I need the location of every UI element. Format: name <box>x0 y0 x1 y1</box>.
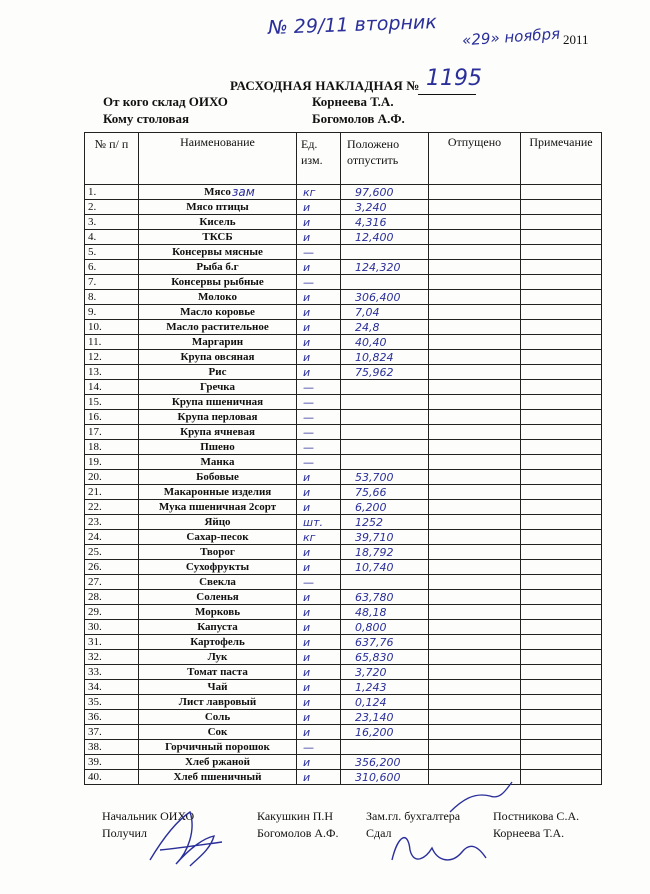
item-name: Чай <box>139 680 297 695</box>
row-number: 35. <box>85 695 139 710</box>
item-name: Творог <box>139 545 297 560</box>
item-name: Лист лавровый <box>139 695 297 710</box>
item-quantity: 637,76 <box>341 635 429 650</box>
row-number: 14. <box>85 380 139 395</box>
row-number: 16. <box>85 410 139 425</box>
column-header-unit: Ед. изм. <box>297 133 341 185</box>
item-name: Макаронные изделия <box>139 485 297 500</box>
item-name: Мясо птицы <box>139 200 297 215</box>
signature-deputy <box>450 782 512 812</box>
column-header-quantity: Положено отпустить <box>341 133 429 185</box>
received-label: Получил <box>102 826 147 840</box>
row-number: 32. <box>85 650 139 665</box>
item-quantity: 124,320 <box>341 260 429 275</box>
item-name: Крупа овсяная <box>139 350 297 365</box>
item-name: Сухофрукты <box>139 560 297 575</box>
item-quantity: 1252 <box>341 515 429 530</box>
item-unit: и <box>297 350 341 365</box>
item-unit: — <box>297 395 341 410</box>
item-quantity: 16,200 <box>341 725 429 740</box>
item-name: Горчичный порошок <box>139 740 297 755</box>
item-unit: и <box>297 215 341 230</box>
item-quantity: 18,792 <box>341 545 429 560</box>
item-quantity: 356,200 <box>341 755 429 770</box>
deputy-accountant-label: Зам.гл. бухгалтера <box>366 809 461 823</box>
row-number: 2. <box>85 200 139 215</box>
item-quantity: 23,140 <box>341 710 429 725</box>
row-number: 39. <box>85 755 139 770</box>
row-number: 33. <box>85 665 139 680</box>
item-quantity: 65,830 <box>341 650 429 665</box>
item-name: Мясо <box>139 185 297 200</box>
handwritten-date: № 29/11 вторник <box>267 11 438 39</box>
item-unit: — <box>297 275 341 290</box>
item-unit: — <box>297 440 341 455</box>
row-number: 9. <box>85 305 139 320</box>
item-name: Крупа перловая <box>139 410 297 425</box>
row-number: 21. <box>85 485 139 500</box>
row-number: 10. <box>85 320 139 335</box>
item-name: Бобовые <box>139 470 297 485</box>
item-name: Рис <box>139 365 297 380</box>
item-unit: — <box>297 740 341 755</box>
item-quantity: 1,243 <box>341 680 429 695</box>
item-unit: и <box>297 665 341 680</box>
item-quantity: 53,700 <box>341 470 429 485</box>
item-unit: — <box>297 245 341 260</box>
row-number: 5. <box>85 245 139 260</box>
item-name: Крупа ячневая <box>139 425 297 440</box>
signature-chief <box>150 812 222 866</box>
item-unit: и <box>297 470 341 485</box>
to-label: Кому столовая <box>103 111 189 126</box>
row-number: 17. <box>85 425 139 440</box>
item-unit: шт. <box>297 515 341 530</box>
deputy-accountant-name: Постникова С.А. <box>493 809 580 823</box>
row-number: 38. <box>85 740 139 755</box>
item-unit: кг <box>297 185 341 200</box>
row-number: 31. <box>85 635 139 650</box>
row-number: 40. <box>85 770 139 785</box>
item-unit: и <box>297 695 341 710</box>
row-number: 1. <box>85 185 139 200</box>
item-unit: и <box>297 290 341 305</box>
item-unit: и <box>297 230 341 245</box>
item-name: Томат паста <box>139 665 297 680</box>
item-name: Пшено <box>139 440 297 455</box>
item-name: Соль <box>139 710 297 725</box>
row-number: 25. <box>85 545 139 560</box>
row-number: 7. <box>85 275 139 290</box>
item-unit: и <box>297 635 341 650</box>
item-quantity: 4,316 <box>341 215 429 230</box>
item-quantity: 10,740 <box>341 560 429 575</box>
invoice-number: 1195 <box>426 66 482 91</box>
item-unit: и <box>297 200 341 215</box>
from-person: Корнеева Т.А. <box>312 94 394 109</box>
item-unit: — <box>297 455 341 470</box>
row-number: 18. <box>85 440 139 455</box>
item-name: Соленья <box>139 590 297 605</box>
item-unit: — <box>297 575 341 590</box>
item-name: Морковь <box>139 605 297 620</box>
item-quantity: 10,824 <box>341 350 429 365</box>
item-quantity: 6,200 <box>341 500 429 515</box>
row-number: 19. <box>85 455 139 470</box>
item-unit: кг <box>297 530 341 545</box>
item-unit: и <box>297 650 341 665</box>
row-number: 37. <box>85 725 139 740</box>
item-unit: и <box>297 485 341 500</box>
item-quantity: 7,04 <box>341 305 429 320</box>
item-name: Сахар-песок <box>139 530 297 545</box>
row-number: 8. <box>85 290 139 305</box>
row-number: 6. <box>85 260 139 275</box>
item-name: Масло растительное <box>139 320 297 335</box>
item-name: Лук <box>139 650 297 665</box>
item-unit: — <box>297 410 341 425</box>
item-quantity: 310,600 <box>341 770 429 785</box>
item-quantity: 75,962 <box>341 365 429 380</box>
item-quantity: 0,800 <box>341 620 429 635</box>
row-number: 13. <box>85 365 139 380</box>
item-unit: и <box>297 305 341 320</box>
chief-name: Какушкин П.Н <box>257 809 334 823</box>
item-quantity: 12,400 <box>341 230 429 245</box>
item-name: Картофель <box>139 635 297 650</box>
item-name: Рыба б.г <box>139 260 297 275</box>
item-name: Консервы мясные <box>139 245 297 260</box>
item-unit: и <box>297 320 341 335</box>
item-unit: и <box>297 620 341 635</box>
item-name: Капуста <box>139 620 297 635</box>
item-unit: — <box>297 425 341 440</box>
row-number: 30. <box>85 620 139 635</box>
item-unit: и <box>297 335 341 350</box>
item-name: Гречка <box>139 380 297 395</box>
item-quantity: 40,40 <box>341 335 429 350</box>
column-header-name: Наименование <box>139 133 297 185</box>
item-unit: — <box>297 380 341 395</box>
item-name: Кисель <box>139 215 297 230</box>
item-quantity: 97,600 <box>341 185 429 200</box>
item-unit: и <box>297 365 341 380</box>
item-quantity: 306,400 <box>341 290 429 305</box>
item-unit: и <box>297 725 341 740</box>
item-name: ТКСБ <box>139 230 297 245</box>
item-unit: и <box>297 260 341 275</box>
row-number: 26. <box>85 560 139 575</box>
item-quantity: 63,780 <box>341 590 429 605</box>
handed-label: Сдал <box>366 826 392 840</box>
row-number: 22. <box>85 500 139 515</box>
item-quantity: 0,124 <box>341 695 429 710</box>
row-number: 20. <box>85 470 139 485</box>
row-number: 11. <box>85 335 139 350</box>
item-quantity: 39,710 <box>341 530 429 545</box>
item-name: Консервы рыбные <box>139 275 297 290</box>
item-name: Хлеб пшеничный <box>139 770 297 785</box>
item-name: Маргарин <box>139 335 297 350</box>
handwritten-note: зам <box>232 185 255 199</box>
chief-label: Начальник ОИХО <box>102 809 195 823</box>
document-title: РАСХОДНАЯ НАКЛАДНАЯ № <box>230 78 420 93</box>
item-quantity: 24,8 <box>341 320 429 335</box>
item-unit: и <box>297 605 341 620</box>
column-header-released: Отпущено <box>429 133 521 185</box>
to-person: Богомолов А.Ф. <box>312 111 405 126</box>
row-number: 15. <box>85 395 139 410</box>
row-number: 36. <box>85 710 139 725</box>
row-number: 3. <box>85 215 139 230</box>
column-header-number: № п/ п <box>85 133 139 185</box>
item-unit: и <box>297 560 341 575</box>
item-name: Манка <box>139 455 297 470</box>
item-quantity: 75,66 <box>341 485 429 500</box>
item-unit: и <box>297 770 341 785</box>
from-label: От кого склад ОИХО <box>103 94 228 109</box>
item-unit: и <box>297 680 341 695</box>
column-header-note: Примечание <box>521 133 602 185</box>
row-number: 12. <box>85 350 139 365</box>
row-number: 28. <box>85 590 139 605</box>
handed-name: Корнеева Т.А. <box>493 826 565 840</box>
item-quantity: 3,240 <box>341 200 429 215</box>
item-name: Яйцо <box>139 515 297 530</box>
row-number: 27. <box>85 575 139 590</box>
item-quantity: 48,18 <box>341 605 429 620</box>
row-number: 4. <box>85 230 139 245</box>
item-unit: и <box>297 545 341 560</box>
item-name: Масло коровье <box>139 305 297 320</box>
signature-handed <box>392 838 486 860</box>
handwritten-day-stamp: «29» ноября <box>461 24 561 50</box>
item-name: Свекла <box>139 575 297 590</box>
row-number: 34. <box>85 680 139 695</box>
item-name: Молоко <box>139 290 297 305</box>
received-name: Богомолов А.Ф. <box>257 826 339 840</box>
row-number: 24. <box>85 530 139 545</box>
item-name: Хлеб ржаной <box>139 755 297 770</box>
item-name: Крупа пшеничная <box>139 395 297 410</box>
item-quantity: 3,720 <box>341 665 429 680</box>
item-unit: и <box>297 710 341 725</box>
item-name: Мука пшеничная 2сорт <box>139 500 297 515</box>
item-unit: и <box>297 500 341 515</box>
item-unit: и <box>297 590 341 605</box>
row-number: 23. <box>85 515 139 530</box>
document-year: 2011 <box>563 32 589 47</box>
item-name: Сок <box>139 725 297 740</box>
row-number: 29. <box>85 605 139 620</box>
item-unit: и <box>297 755 341 770</box>
